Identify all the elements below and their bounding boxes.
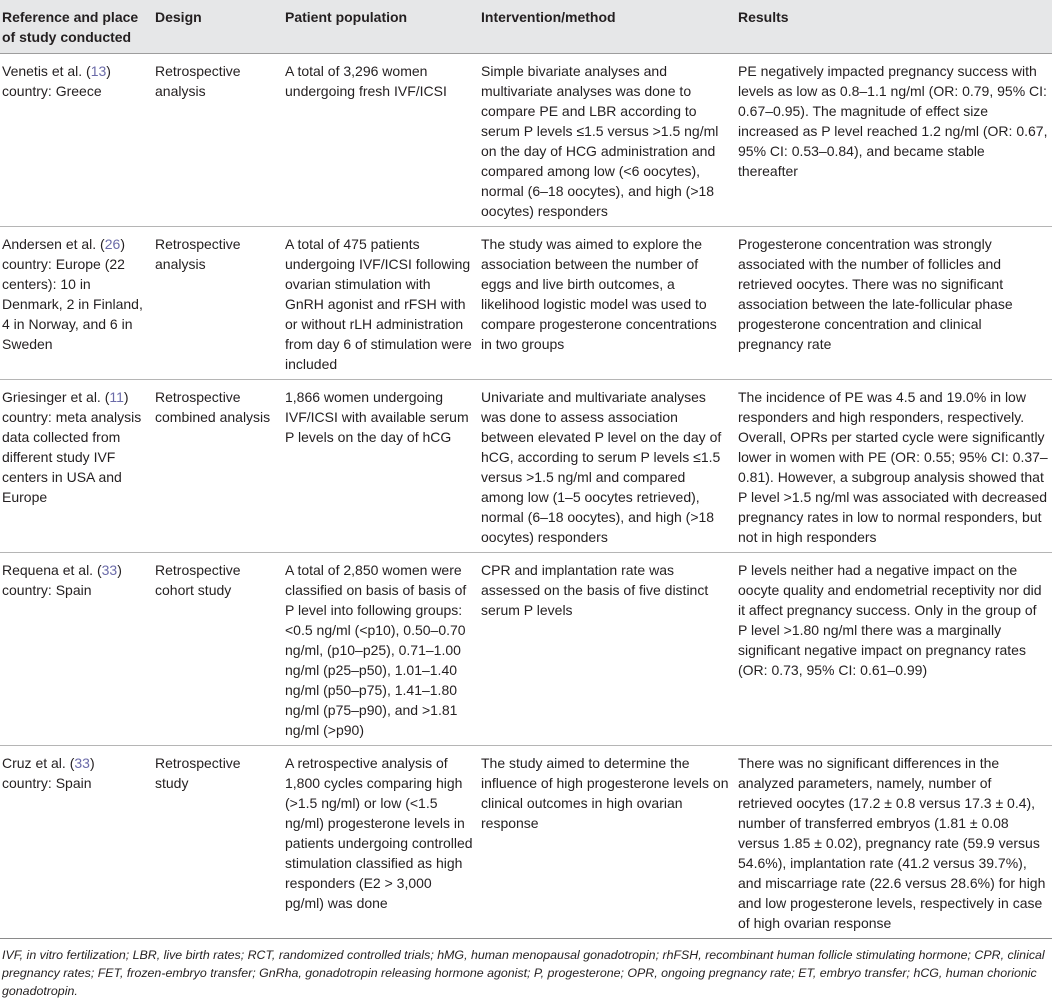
paren: ) (106, 63, 111, 79)
reference-cell (0, 380, 151, 553)
design-cell: Retrospective analysis (151, 54, 281, 227)
header-method: Intervention/method (477, 0, 734, 54)
header-design: Design (151, 0, 281, 54)
population-cell: A total of 2,850 women were classified on basis of basis of P level into following groups: <0.5 ng/ml (<p10), 0.50–0.70 ng/ml, (p10–p25), 0.71–1.00 ng/ml (p25–p50), 1.01–1.40 ng/ml (p50–p75), 1.41–1.80 ng/ml (p75–p90), and >1.81 ng/ml (>p90) (281, 553, 477, 746)
table-row (0, 746, 1052, 939)
method-cell: The study was aimed to explore the association between the number of eggs and live birth outcomes, a likelihood logistic model was used to compare progesterone concentrations in two groups (477, 227, 734, 380)
method-cell: CPR and implantation rate was assessed on the basis of five distinct serum P levels (477, 553, 734, 746)
results-cell: Progesterone concentration was strongly associated with the number of follicles and retrieved oocytes. There was no significant association between the late-follicular phase progesterone concentration and clinical pregnancy rate (734, 227, 1052, 380)
author: Andersen et al. ( (2, 236, 105, 252)
table-row (0, 54, 1052, 227)
method-cell: The study aimed to determine the influence of high progesterone levels on clinical outcomes in high ovarian response (477, 746, 734, 939)
paren: ) (117, 562, 122, 578)
author: Cruz et al. ( (2, 755, 75, 771)
citation-link[interactable]: 33 (101, 562, 118, 578)
reference-cell (0, 227, 151, 380)
header-population: Patient population (281, 0, 477, 54)
header-results: Results (734, 0, 1052, 54)
citation-link[interactable]: 26 (104, 236, 121, 252)
reference-cell (0, 746, 151, 939)
population-cell: A total of 3,296 women undergoing fresh IVF/ICSI (281, 54, 477, 227)
paren: ) (89, 755, 95, 771)
population-cell: A total of 475 patients undergoing IVF/ICSI following ovarian stimulation with GnRH agonist and rFSH with or without rLH administration from day 6 of stimulation were included (281, 227, 477, 380)
header-reference: Reference and place of study conducted (0, 0, 151, 54)
population-cell: 1,866 women undergoing IVF/ICSI with available serum P levels on the day of hCG (281, 380, 477, 553)
author: Griesinger et al. ( (2, 389, 110, 405)
table-row (0, 380, 1052, 553)
author: Venetis et al. ( (2, 63, 91, 79)
population-cell: A retrospective analysis of 1,800 cycles comparing high (>1.5 ng/ml) or low (<1.5 ng/ml) progesterone levels in patients undergoing controlled stimulation classified as high responders (E2 > 3,000 pg/ml) was done (281, 746, 477, 939)
paren: ) (123, 389, 129, 405)
citation-link[interactable]: 13 (90, 63, 107, 79)
results-cell: There was no significant differences in the analyzed parameters, namely, number of retrieved oocytes (17.2 ± 0.8 versus 17.3 ± 0.4), number of transferred embryos (1.81 ± 0.08 versus 1.85 ± 0.02), pregnancy rate (59.9 versus 54.6%), implantation rate (41.2 versus 39.7%), and miscarriage rate (22.6 versus 28.6%) for high and low progesterone levels, respectively in case of high ovarian response (734, 746, 1052, 939)
study-place: country: meta analysis data collected from different study IVF centers in USA and Europe (2, 409, 142, 505)
reference-cell (0, 553, 151, 746)
table-footnote: IVF, in vitro fertilization; LBR, live birth rates; RCT, randomized controlled trials; hMG, human menopausal gonadotropin; rhFSH, recombinant human follicle stimulating hormone; CPR, clinical pregnancy rates; FET, frozen-embryo transfer; GnRha, gonadotropin releasing hormone agonist; P, progesterone; OPR, ongoing pregnancy rate; ET, embryo transfer; hCG, human chorionic gonadotropin. (2, 948, 1045, 998)
results-cell: PE negatively impacted pregnancy success with levels as low as 0.8–1.1 ng/ml (OR: 0.79, 95% CI: 0.67–0.95). The magnitude of effect size increased as P level reached 1.2 ng/ml (OR: 0.67, 95% CI: 0.53–0.84), and became stable thereafter (734, 54, 1052, 227)
citation-link[interactable]: 33 (74, 755, 90, 771)
reference-cell (0, 54, 151, 227)
study-place: country: Greece (2, 83, 102, 99)
results-cell: P levels neither had a negative impact on the oocyte quality and endometrial receptivity nor did it affect pregnancy success. Only in the group of P level >1.80 ng/ml there was a marginally significant negative impact on pregnancy rates (OR: 0.73, 95% CI: 0.61–0.99) (734, 553, 1052, 746)
method-cell: Simple bivariate analyses and multivariate analyses was done to compare PE and LBR according to serum P levels ≤1.5 versus >1.5 ng/ml on the day of HCG administration and compared among low (<6 oocytes), normal (6–18 oocytes), and high (>18 oocytes) responders (477, 54, 734, 227)
results-cell: The incidence of PE was 4.5 and 19.0% in low responders and high responders, respectively. Overall, OPRs per started cycle were significantly lower in women with PE (OR: 0.55; 95% CI: 0.37–0.81). However, a subgroup analysis showed that P level >1.5 ng/ml was associated with decreased pregnancy rates in low to normal responders, but not in high responders (734, 380, 1052, 553)
design-cell: Retrospective combined analysis (151, 380, 281, 553)
paren: ) (120, 236, 125, 252)
design-cell: Retrospective cohort study (151, 553, 281, 746)
study-place: country: Spain (2, 775, 92, 791)
table-row (0, 227, 1052, 380)
table-row (0, 553, 1052, 746)
author: Requena et al. ( (2, 562, 102, 578)
study-place: country: Spain (2, 582, 92, 598)
citation-link[interactable]: 11 (109, 389, 124, 405)
table-header-row (0, 0, 1052, 54)
study-place: country: Europe (22 centers): 10 in Denmark, 2 in Finland, 4 in Norway, and 6 in Sweden (2, 256, 143, 352)
design-cell: Retrospective study (151, 746, 281, 939)
method-cell: Univariate and multivariate analyses was done to assess association between elevated P level on the day of hCG, according to serum P levels ≤1.5 versus >1.5 ng/ml and compared among low (1–5 oocytes retrieved), normal (6–18 oocytes), and high (>18 oocytes) responders (477, 380, 734, 553)
design-cell: Retrospective analysis (151, 227, 281, 380)
